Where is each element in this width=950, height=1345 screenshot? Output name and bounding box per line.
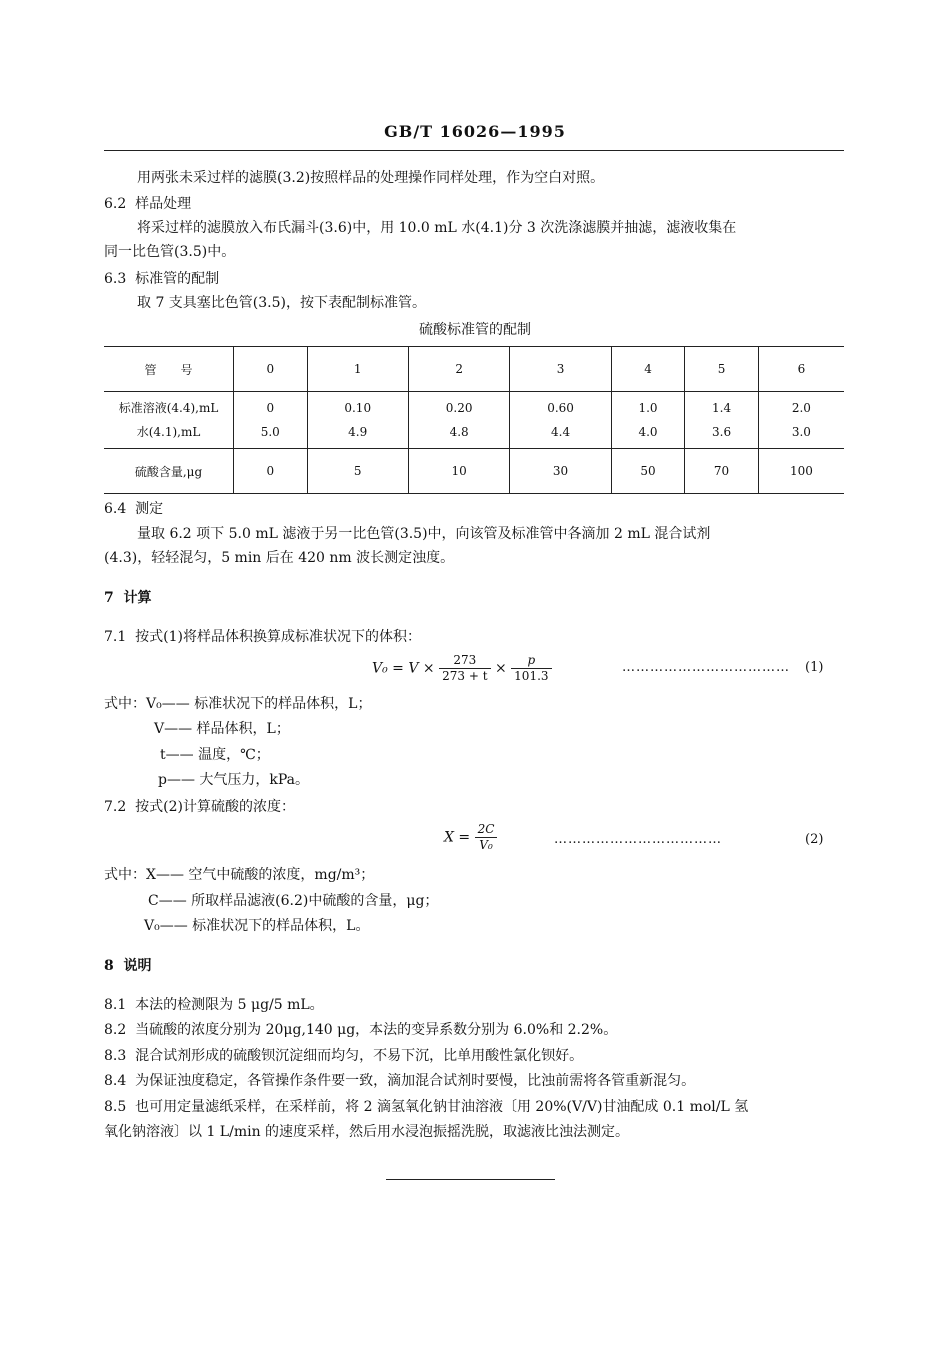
- eq1-num2: p: [511, 653, 551, 669]
- table-row-tube-numbers: [104, 347, 844, 392]
- water-value: 4.8: [449, 425, 469, 439]
- section-title: 样品处理: [135, 196, 192, 212]
- section-title: 说明: [123, 958, 152, 974]
- eq2-leader-dots: ………………………………: [554, 832, 722, 847]
- note-8-4: [104, 1070, 695, 1090]
- note-text: 本法的检测限为 5 μg/5 mL。: [135, 997, 324, 1013]
- content-value: 50: [611, 449, 685, 494]
- table-cell: [758, 392, 844, 449]
- row-header-tube: 管 号: [104, 347, 234, 392]
- note-number: 8.5: [104, 1099, 127, 1115]
- eq1-lhs: V₀ = V ×: [372, 660, 435, 677]
- std-value: 1.0: [638, 401, 658, 415]
- eq2-def-x: 式中：X—— 空气中硫酸的浓度，mg/m³；: [104, 867, 375, 883]
- note-8-1: [104, 994, 324, 1014]
- note-8-2: [104, 1019, 617, 1039]
- water-value: 4.9: [348, 425, 368, 439]
- section-number: 8: [104, 958, 114, 974]
- content-value: 100: [758, 449, 844, 494]
- section-title: 计算: [123, 590, 152, 606]
- water-value: 4.4: [551, 425, 571, 439]
- tube-number: 2: [408, 347, 509, 392]
- note-8-3: [104, 1045, 583, 1065]
- table-row-volumes: [104, 392, 844, 449]
- section-text: 按式(1)将样品体积换算成标准状况下的体积：: [135, 629, 422, 645]
- end-rule: [386, 1179, 555, 1180]
- water-value: 3.6: [712, 425, 732, 439]
- note-8-5: [104, 1096, 748, 1116]
- equation-2: [444, 822, 497, 853]
- note-text: 也可用定量滤纸采样，在采样前，将 2 滴氢氧化钠甘油溶液〔用 20%(V/V)甘油配成 0.1 mol/L 氢: [135, 1099, 749, 1115]
- note-text: 混合试剂形成的硫酸钡沉淀细而均匀，不易下沉，比单用酸性氯化钡好。: [135, 1048, 584, 1064]
- note-number: 8.2: [104, 1022, 127, 1038]
- std-value: 0.60: [547, 401, 574, 415]
- section-number: 7: [104, 590, 114, 606]
- tube-number: 5: [685, 347, 759, 392]
- section-text: 按式(2)计算硫酸的浓度：: [135, 799, 296, 815]
- section-6-4-line2: (4.3)，轻轻混匀，5 min 后在 420 nm 波长测定浊度。: [104, 550, 455, 566]
- section-number: 6.2: [104, 196, 127, 212]
- section-title: 标准管的配制: [135, 271, 220, 287]
- table-row-content: [104, 449, 844, 494]
- note-8-5-continuation: 氧化钠溶液〕以 1 L/min 的速度采样，然后用水浸泡振摇洗脱，取滤液比浊法测定。: [104, 1124, 630, 1140]
- eq2-fraction: [475, 822, 498, 853]
- content-value: 30: [510, 449, 611, 494]
- std-value: 0: [266, 401, 275, 415]
- tube-number: 6: [758, 347, 844, 392]
- table-caption: 硫酸标准管的配制: [419, 322, 531, 338]
- eq1-leader-dots: ………………………………: [622, 660, 790, 675]
- table-cell: [510, 392, 611, 449]
- row-header-volumes: [104, 392, 234, 449]
- section-7-heading: [104, 587, 152, 607]
- note-text: 为保证浊度稳定，各管操作条件要一致，滴加混合试剂时要慢，比浊前需将各管重新混匀。: [135, 1073, 696, 1089]
- equation-1: [372, 653, 552, 684]
- blank-control-paragraph: 用两张未采过样的滤膜(3.2)按照样品的处理操作同样处理，作为空白对照。: [137, 170, 605, 186]
- eq1-def-p: p—— 大气压力，kPa。: [158, 772, 310, 788]
- eq1-fraction-temp: [439, 653, 490, 684]
- eq1-def-t: t—— 温度，℃；: [160, 747, 270, 763]
- section-6-4-heading: [104, 498, 163, 518]
- tube-number: 3: [510, 347, 611, 392]
- eq1-den1: 273 + t: [442, 669, 488, 683]
- table-cell: [307, 392, 408, 449]
- section-7-2-heading: [104, 796, 295, 816]
- tube-number: 0: [234, 347, 308, 392]
- note-number: 8.3: [104, 1048, 127, 1064]
- section-6-2-heading: [104, 193, 191, 213]
- eq2-number: (2): [805, 832, 824, 847]
- std-value: 1.4: [712, 401, 732, 415]
- table-cell: [611, 392, 685, 449]
- note-text: 当硫酸的浓度分别为 20μg,140 μg，本法的变异系数分别为 6.0%和 2.2%。: [135, 1022, 618, 1038]
- content-value: 5: [307, 449, 408, 494]
- section-6-2-line1: 将采过样的滤膜放入布氏漏斗(3.6)中，用 10.0 mL 水(4.1)分 3 次洗涤滤膜并抽滤，滤液收集在: [137, 220, 737, 236]
- tube-number: 4: [611, 347, 685, 392]
- table-cell: [408, 392, 509, 449]
- eq1-def-v: V—— 样品体积，L；: [154, 721, 290, 737]
- std-value: 0.20: [445, 401, 473, 415]
- tube-number: 1: [307, 347, 408, 392]
- water-value: 5.0: [260, 425, 280, 439]
- section-number: 7.1: [104, 629, 127, 645]
- label-std-solution: 标准溶液(4.4),mL: [118, 401, 219, 415]
- eq1-def-v0: 式中：V₀—— 标准状况下的样品体积，L；: [104, 696, 372, 712]
- eq2-lhs: X =: [444, 829, 471, 846]
- section-6-4-line1: 量取 6.2 项下 5.0 mL 滤液于另一比色管(3.5)中，向该管及标准管中各滴加 2 mL 混合试剂: [137, 526, 711, 542]
- section-number: 7.2: [104, 799, 127, 815]
- content-value: 10: [408, 449, 509, 494]
- std-value: 0.10: [344, 401, 372, 415]
- eq2-den: V₀: [479, 838, 493, 852]
- eq2-def-c: C—— 所取样品滤液(6.2)中硫酸的含量，μg；: [148, 893, 439, 909]
- section-6-3-heading: [104, 268, 219, 288]
- note-number: 8.1: [104, 997, 127, 1013]
- water-value: 3.0: [791, 425, 811, 439]
- standard-code-header: GB/T 16026—1995: [384, 122, 566, 141]
- section-number: 6.3: [104, 271, 127, 287]
- content-value: 70: [685, 449, 759, 494]
- eq1-times: ×: [494, 660, 507, 677]
- table-cell: [234, 392, 308, 449]
- std-value: 2.0: [791, 401, 811, 415]
- header-rule: [104, 150, 844, 151]
- eq1-den2: 101.3: [514, 669, 549, 683]
- standard-tube-table: [104, 346, 844, 494]
- eq1-num1: 273: [439, 653, 490, 669]
- content-value: 0: [234, 449, 308, 494]
- section-7-1-heading: [104, 626, 421, 646]
- eq1-fraction-pressure: [511, 653, 551, 684]
- water-value: 4.0: [638, 425, 658, 439]
- section-number: 6.4: [104, 501, 127, 517]
- section-6-3-text: 取 7 支具塞比色管(3.5)，按下表配制标准管。: [137, 295, 426, 311]
- eq2-def-v0: V₀—— 标准状况下的样品体积，L。: [144, 918, 370, 934]
- section-title: 测定: [135, 501, 164, 517]
- section-6-2-line2: 同一比色管(3.5)中。: [104, 244, 236, 260]
- note-number: 8.4: [104, 1073, 127, 1089]
- eq1-number: (1): [805, 660, 824, 675]
- label-water: 水(4.1),mL: [136, 425, 201, 439]
- section-8-heading: [104, 955, 152, 975]
- table-cell: [685, 392, 759, 449]
- row-header-content: 硫酸含量,μg: [104, 449, 234, 494]
- eq2-num: 2C: [475, 822, 498, 838]
